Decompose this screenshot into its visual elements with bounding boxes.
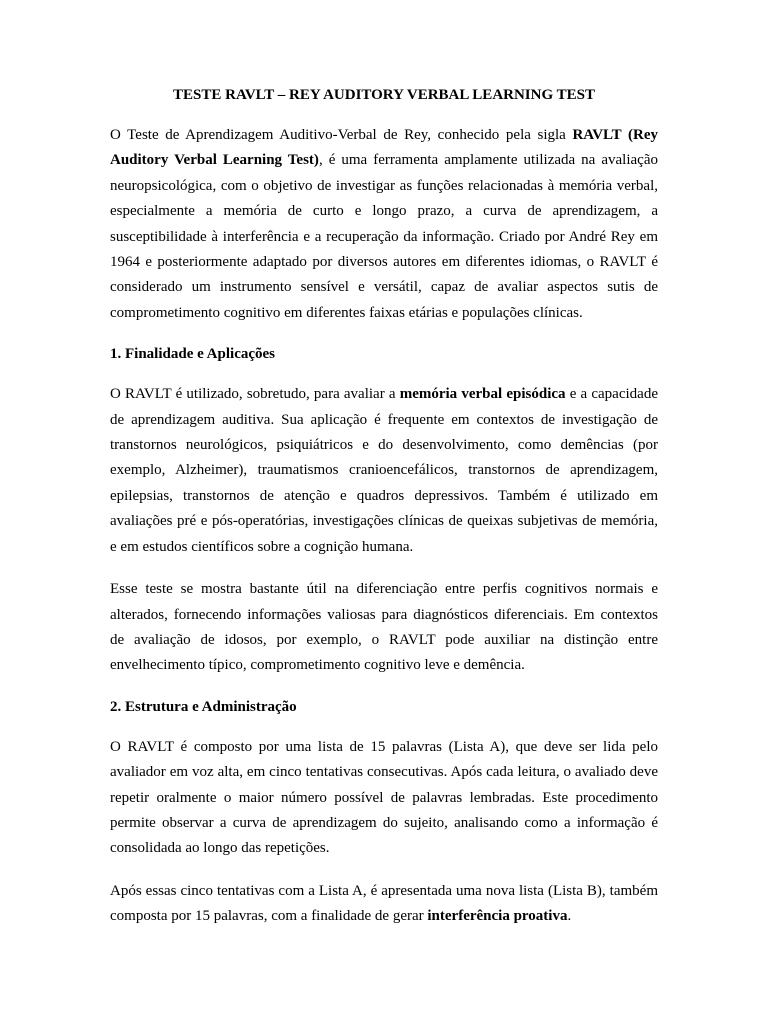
s2p2-text-2: . [567, 908, 572, 925]
section-2-paragraph-1: O RAVLT é composto por uma lista de 15 palavras (Lista A), que deve ser lida pelo avaliador em voz alta, em cinco tentativas consecutivas. Após cada leitura, o avaliado deve repetir oralmente o maior número possível de palavras lembradas. Este procedimento permite observar a curva de aprendizagem do sujeito, analisando como a informação é consolidada ao longo das repetições. [110, 738, 658, 857]
section-1-paragraph-1 [110, 382, 658, 560]
section-2-paragraph-2 [110, 879, 658, 930]
s2p2-text-1: Após essas cinco tentativas com a Lista A, é apresentada uma nova lista (Lista B), também composta por 15 palavras, com a finalidade de gerar [110, 882, 658, 925]
section-1-paragraph-2: Esse teste se mostra bastante útil na diferenciação entre perfis cognitivos normais e alterados, fornecendo informações valiosas para diagnósticos diferenciais. Em contextos de avaliação de idosos, por exemplo, o RAVLT pode auxiliar na distinção entre envelhecimento típico, comprometimento cognitivo leve e demência. [110, 581, 658, 674]
s1p1-text-1: O RAVLT é utilizado, sobretudo, para avaliar a [110, 386, 400, 403]
s1p1-bold: memória verbal episódica [399, 386, 566, 403]
section-2-heading: 2. Estrutura e Administração [110, 698, 297, 715]
intro-text-1: O Teste de Aprendizagem Auditivo-Verbal de Rey, conhecido pela sigla [110, 127, 573, 143]
intro-text-2: , é uma ferramenta amplamente utilizada na avaliação neuropsicológica, com o objetivo de investigar as funções relacionadas à memória verbal, especialmente a memória de curto e longo prazo, a curva de aprendizagem, a susceptibilidade à interferência e a recuperação da informação. Criado por André Rey em 1964 e posteriormente adaptado por diversos autores em diferentes idiomas, o RAVLT é considerado um instrumento sensível e versátil, capaz de avaliar aspectos sutis de comprometimento cognitivo em diferentes faixas etárias e populações clínicas. [110, 152, 658, 321]
section-1-heading: 1. Finalidade e Aplicações [110, 346, 275, 363]
s1p1-text-2: e a capacidade de aprendizagem auditiva. Sua aplicação é frequente em contextos de investigação de transtornos neurológicos, psiquiátricos e do desenvolvimento, como demências (por exemplo, Alzheimer), traumatismos cranioencefálicos, transtornos de aprendizagem, epilepsias, transtornos de atenção e quadros depressivos. Também é utilizado em avaliações pré e pós-operatórias, investigações clínicas de queixas subjetivas de memória, e em estudos científicos sobre a cognição humana. [110, 386, 658, 555]
s2p2-bold: interferência proativa [427, 908, 568, 925]
intro-paragraph [110, 123, 658, 326]
intro-bold-ravlt: RAVLT (Rey Auditory Verbal Learning Test) [110, 127, 658, 169]
document-title: TESTE RAVLT – REY AUDITORY VERBAL LEARNING TEST [173, 87, 595, 103]
document-body [110, 84, 658, 947]
